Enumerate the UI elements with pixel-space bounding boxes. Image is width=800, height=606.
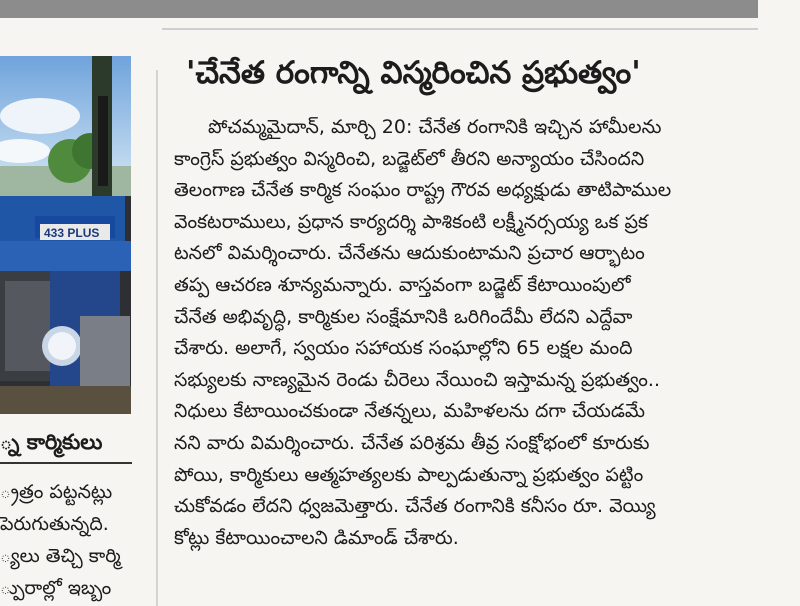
tractor-model-label: 433 PLUS: [44, 226, 100, 240]
body-line: చేశారు. అలాగే, స్వయం సహాయక సంఘాల్లోని 65 లక్షల మంది: [174, 337, 633, 360]
body-line: చేనేత అభివృద్ధి, కార్మికుల సంక్షేమానికి ఒరిగిందేమీ లేదని ఎద్దేవా: [174, 305, 633, 328]
left-line: పెరుగుతున్నది.: [0, 513, 109, 535]
article-headline: 'చేనేత రంగాన్ని విస్మరించిన ప్రభుత్వం': [186, 55, 641, 91]
left-caption: ్న కార్మికులు: [0, 430, 103, 454]
left-line: ్పురాల్లో ఇబ్బం: [0, 577, 112, 599]
tractor-photo: [0, 56, 131, 414]
body-line: నని వారు విమర్శించారు. చేనేత పరిశ్రమ తీవ్ర సంక్షోభంలో కూరుకు: [174, 431, 650, 454]
article-body: [174, 112, 760, 554]
left-column-text: [0, 476, 132, 604]
caption-underline: [0, 462, 132, 464]
body-line: టనలో విమర్శించారు. చేనేతను ఆదుకుంటామని ప్రచార ఆర్భాటం: [174, 242, 645, 265]
top-gray-band: [0, 0, 758, 18]
body-line: వెంకటరాములు, ప్రధాన కార్యదర్శి పాశికంటి లక్ష్మీనర్సయ్య ఒక ప్రక: [174, 210, 648, 233]
body-line: తప్ప ఆచరణ శూన్యమన్నారు. వాస్తవంగా బడ్జెట్ కేటాయింపులో: [174, 273, 631, 296]
body-line: కోట్లు కేటాయించాలని డిమాండ్ చేశారు.: [174, 526, 459, 549]
left-line: ్యలు తెచ్చి కార్మి: [0, 545, 121, 567]
left-line: ్రత్రం పట్టనట్లు: [0, 481, 113, 503]
column-divider: [156, 70, 158, 606]
body-line: చుకోవడం లేదని ధ్వజమెత్తారు. చేనేత రంగానికి కనీసం రూ. వెయ్యి: [174, 495, 656, 518]
body-line: సభ్యులకు నాణ్యమైన రెండు చీరెలు నేయించి ఇస్తామన్న ప్రభుత్వం..: [174, 368, 660, 391]
body-line: తెలంగాణ చేనేత కార్మిక సంఘం రాష్ట్ర గౌరవ అధ్యక్షుడు తాటిపాముల: [174, 179, 672, 202]
body-line: కాంగ్రెస్ ప్రభుత్వం విస్మరించి, బడ్జెట్‌లో తీరని అన్యాయం చేసిందని: [174, 147, 645, 170]
top-divider: [162, 28, 758, 30]
body-line: పోచమ్మమైదాన్, మార్చి 20: చేనేత రంగానికి ఇచ్చిన హామీలను: [208, 116, 662, 138]
body-line: నిధులు కేటాయించకుండా నేతన్నలు, మహిళలను దగా చేయడమే: [174, 400, 645, 423]
body-line: పోయి, కార్మికులు ఆత్మహత్యలకు పాల్పడుతున్నా ప్రభుత్వం పట్టిం: [174, 463, 644, 486]
